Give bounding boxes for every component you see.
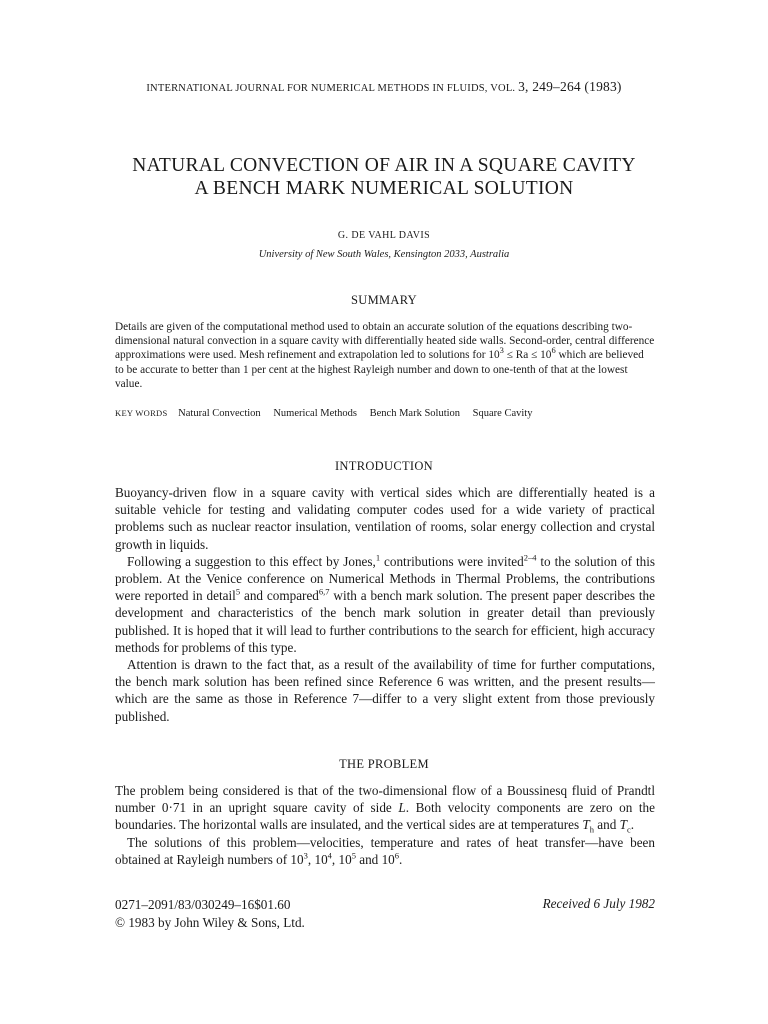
exponent: 6	[394, 850, 400, 861]
paragraph: Buoyancy-driven flow in a square cavity with vertical sides which are differentially heated is a suitable vehicle for testing and validating computer codes used for a wide variety of practical problems such as nuclear reactor insulation, ventilation of rooms, solar energy collection and crystal growth in liquids.	[115, 485, 655, 552]
keywords-label: KEY WORDS	[115, 408, 168, 418]
text-run: with a bench mark solution. The present paper describes the development and characteristics of the bench mark solution in greater detail than previously published. It is hoped that it will lead to further contributions to the search for efficient, high accuracy methods for problems of this type.	[115, 588, 656, 655]
text-run: to the solution of this problem. At the Venice conference on Numerical Methods in Thermal Problems, the contributions were reported in detail	[115, 553, 656, 604]
summary-text	[115, 320, 655, 391]
keyword: Square Cavity	[472, 408, 533, 419]
citation: 1	[375, 552, 381, 563]
journal-header	[0, 79, 768, 95]
exponent: 3	[499, 345, 504, 356]
title-line-2: A BENCH MARK NUMERICAL SOLUTION	[194, 178, 574, 199]
exponent: 5	[351, 850, 356, 861]
summary-text-part: ≤ Ra ≤ 10	[503, 349, 552, 362]
summary-text-part: which are believed to be accurate to better than 1 per cent at the highest Rayleigh number and down to one-tenth of that at the lowest value.	[115, 349, 644, 390]
paragraph	[115, 782, 655, 834]
problem-body	[115, 782, 655, 868]
math-symbol: L	[398, 800, 406, 816]
paper-title	[60, 154, 708, 200]
subscript: h	[589, 825, 594, 836]
author-affiliation: University of New South Wales, Kensington 2033, Australia	[258, 249, 510, 260]
citation: 2–4	[523, 552, 537, 563]
journal-name: INTERNATIONAL JOURNAL FOR NUMERICAL METHODS IN FLUIDS, VOL.	[146, 83, 516, 94]
math-symbol: T	[582, 817, 590, 833]
keyword: Bench Mark Solution	[369, 408, 461, 419]
citation: 5	[235, 586, 241, 597]
keyword: Numerical Methods	[273, 408, 357, 419]
footer-publication-info	[115, 896, 305, 932]
text-run: , 10	[331, 851, 352, 867]
keywords	[115, 408, 675, 419]
text-run: Following a suggestion to this effect by Jones,	[127, 553, 376, 569]
exponent: 4	[327, 850, 332, 861]
text-run: and 10	[355, 851, 395, 867]
paragraph: Attention is drawn to the fact that, as a result of the availability of time for further computations, the bench mark solution has been refined since Reference 6 was written, and the present results—which are the same as those in Reference 7—differ to a very slight extent from those previously published.	[115, 657, 655, 724]
exponent: 3	[303, 850, 308, 861]
citation: 6,7	[318, 586, 330, 597]
text-run: and	[593, 817, 620, 833]
introduction-body	[115, 484, 655, 725]
copyright-notice: © 1983 by John Wiley & Sons, Ltd.	[115, 915, 305, 930]
problem-heading: THE PROBLEM	[339, 757, 429, 771]
summary-text-part: Details are given of the computational method used to obtain an accurate solution of the equations describing two-dimensional natural convection in a square cavity with differentially heated side walls. Second-order, central difference approximations were used. Mesh refinement and extrapolation led to solutions for 10	[115, 321, 655, 362]
paragraph	[115, 553, 655, 656]
subscript: c	[626, 825, 631, 836]
text-run: .	[399, 851, 403, 867]
text-run: .	[630, 817, 635, 833]
received-date: Received 6 July 1982	[542, 896, 655, 911]
keyword: Natural Convection	[178, 408, 261, 419]
text-run: . Both velocity components are zero on the boundaries. The horizontal walls are insulated, and the vertical sides are at temperatures	[115, 800, 656, 833]
text-run: The problem being considered is that of the two-dimensional flow of a Boussinesq fluid of Prandtl number 0·71 in an upright square cavity of side	[115, 783, 655, 816]
text-run: , 10	[307, 851, 328, 867]
exponent: 6	[551, 345, 556, 356]
journal-volume: 3, 249–264 (1983)	[518, 79, 622, 94]
publication-code: 0271–2091/83/030249–16$01.60	[115, 897, 291, 912]
math-symbol: T	[619, 817, 627, 833]
title-line-1: NATURAL CONVECTION OF AIR IN A SQUARE CAVITY	[132, 155, 636, 176]
text-run: The solutions of this problem—velocities, temperature and rates of heat transfer—have been obtained at Rayleigh numbers of 10	[115, 834, 655, 867]
introduction-heading: INTRODUCTION	[334, 459, 434, 473]
paragraph	[115, 834, 655, 868]
author-name: G. DE VAHL DAVIS	[337, 230, 431, 241]
summary-heading: SUMMARY	[350, 293, 417, 307]
text-run: contributions were invited	[380, 553, 524, 569]
text-run: and compared	[240, 588, 319, 604]
